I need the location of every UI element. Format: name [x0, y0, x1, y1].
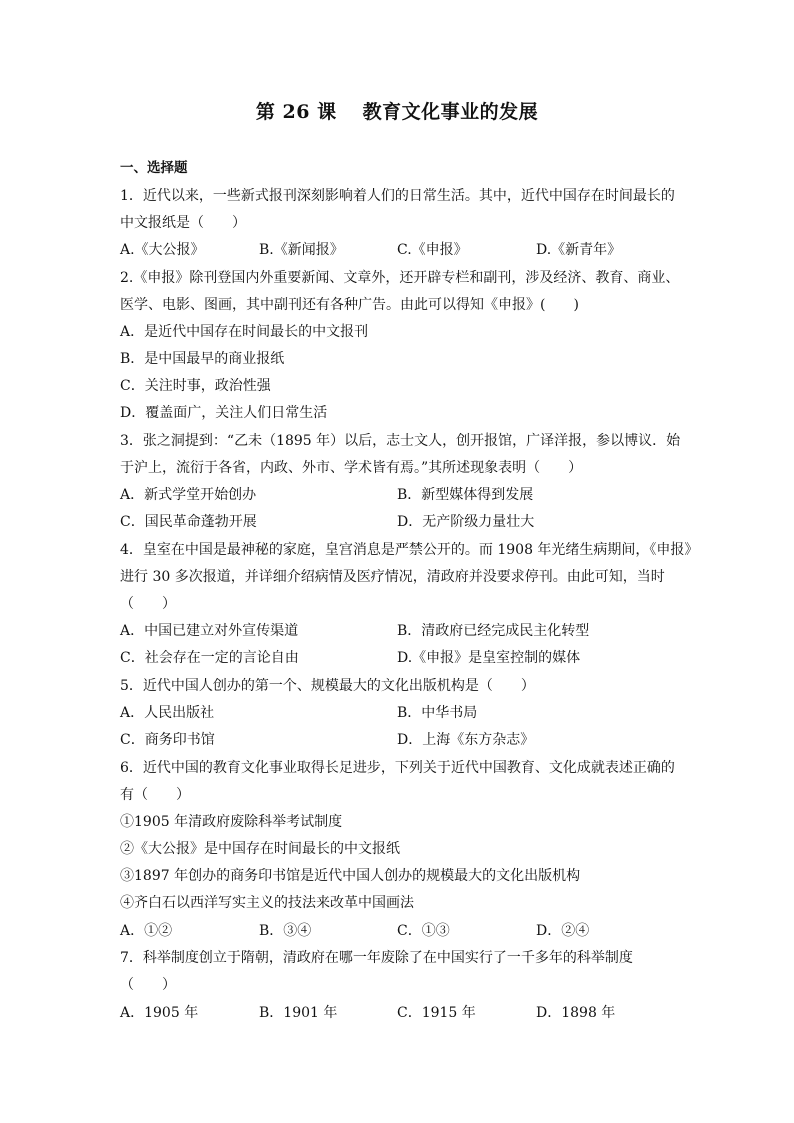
question-1-option-c: C.《申报》 — [397, 242, 468, 258]
question-6-statement-2: ②《大公报》是中国存在时间最长的中文报纸 — [120, 841, 400, 857]
question-5-stem-line: 5．近代中国人创办的第一个、规模最大的文化出版机构是（ ） — [120, 678, 535, 694]
question-7-option-d: D．1898 年 — [536, 1005, 616, 1021]
question-2-option-a: A．是近代中国存在时间最长的中文报刊 — [120, 324, 369, 340]
question-3-option-c: C．国民革命蓬勃开展 — [120, 514, 257, 530]
question-6-statement-4: ④齐白石以西洋写实主义的技法来改革中国画法 — [120, 895, 414, 911]
question-7-option-a: A．1905 年 — [120, 1005, 199, 1021]
question-1-stem-line: 1．近代以来，一些新式报刊深刻影响着人们的日常生活。其中，近代中国存在时间最长的 — [120, 188, 675, 204]
question-6-stem-line: 有（ ） — [120, 787, 190, 803]
question-4-stem-line: 进行 30 多次报道，并详细介绍病情及医疗情况，清政府并没要求停刊。由此可知，当时 — [120, 569, 665, 585]
question-2-option-c: C．关注时事，政治性强 — [120, 378, 271, 394]
lesson-topic: 教育文化事业的发展 — [362, 101, 539, 123]
question-5-option-a: A．人民出版社 — [120, 705, 215, 721]
question-2-stem-line: 2.《申报》除刊登国内外重要新闻、文章外，还开辟专栏和副刊，涉及经济、教育、商业、 — [120, 270, 680, 286]
question-3-option-a: A．新式学堂开始创办 — [120, 487, 257, 503]
question-6-option-c: C．①③ — [397, 923, 450, 939]
question-1-option-b: B.《新闻报》 — [259, 242, 344, 258]
question-3-stem-line: 于沪上，流衍于各省，内政、外市、学术皆有焉。”其所述现象表明（ ） — [120, 460, 583, 476]
question-3-option-d: D．无产阶级力量壮大 — [397, 514, 535, 530]
question-4-option-d: D.《申报》是皇室控制的媒体 — [397, 650, 581, 666]
question-7-stem-line: 7．科举制度创立于隋朝，清政府在哪一年废除了在中国实行了一千多年的科举制度 — [120, 950, 633, 966]
question-1-option-a: A.《大公报》 — [120, 242, 205, 258]
question-6-option-a: A．①② — [120, 923, 173, 939]
question-4-option-b: B．清政府已经完成民主化转型 — [397, 623, 590, 639]
question-2-option-d: D．覆盖面广，关注人们日常生活 — [120, 405, 328, 421]
question-4-option-a: A．中国已建立对外宣传渠道 — [120, 623, 299, 639]
question-5-option-d: D．上海《东方杂志》 — [397, 732, 535, 748]
section-heading: 一、选择题 — [120, 160, 188, 176]
lesson-number: 第 26 课 — [255, 101, 337, 123]
question-1-stem-line: 中文报纸是（ ） — [120, 215, 246, 231]
question-6-statement-1: ①1905 年清政府废除科举考试制度 — [120, 814, 343, 830]
question-6-option-d: D．②④ — [536, 923, 590, 939]
question-7-stem-line: （ ） — [120, 977, 176, 993]
question-4-option-c: C．社会存在一定的言论自由 — [120, 650, 299, 666]
question-1-option-d: D.《新青年》 — [536, 242, 622, 258]
question-3-stem-line: 3．张之洞提到：“乙未（1895 年）以后，志士文人，创开报馆，广译洋报，参以博议．始 — [120, 433, 681, 449]
question-5-option-c: C．商务印书馆 — [120, 732, 215, 748]
question-7-option-c: C．1915 年 — [397, 1005, 476, 1021]
question-2-stem-line: 医学、电影、图画，其中副刊还有各种广告。由此可以得知《申报》( ) — [120, 297, 579, 313]
question-4-stem-line: （ ） — [120, 596, 176, 612]
page-title — [0, 97, 794, 124]
question-6-option-b: B．③④ — [259, 923, 312, 939]
question-2-option-b: B．是中国最早的商业报纸 — [120, 351, 285, 367]
question-7-option-b: B．1901 年 — [259, 1005, 338, 1021]
question-5-option-b: B．中华书局 — [397, 705, 478, 721]
question-6-statement-3: ③1897 年创办的商务印书馆是近代中国人创办的规模最大的文化出版机构 — [120, 868, 581, 884]
question-6-stem-line: 6．近代中国的教育文化事业取得长足进步，下列关于近代中国教育、文化成就表述正确的 — [120, 760, 675, 776]
question-4-stem-line: 4．皇室在中国是最神秘的家庭，皇宫消息是严禁公开的。而 1908 年光绪生病期间，《申报》 — [120, 542, 699, 558]
question-3-option-b: B．新型媒体得到发展 — [397, 487, 534, 503]
